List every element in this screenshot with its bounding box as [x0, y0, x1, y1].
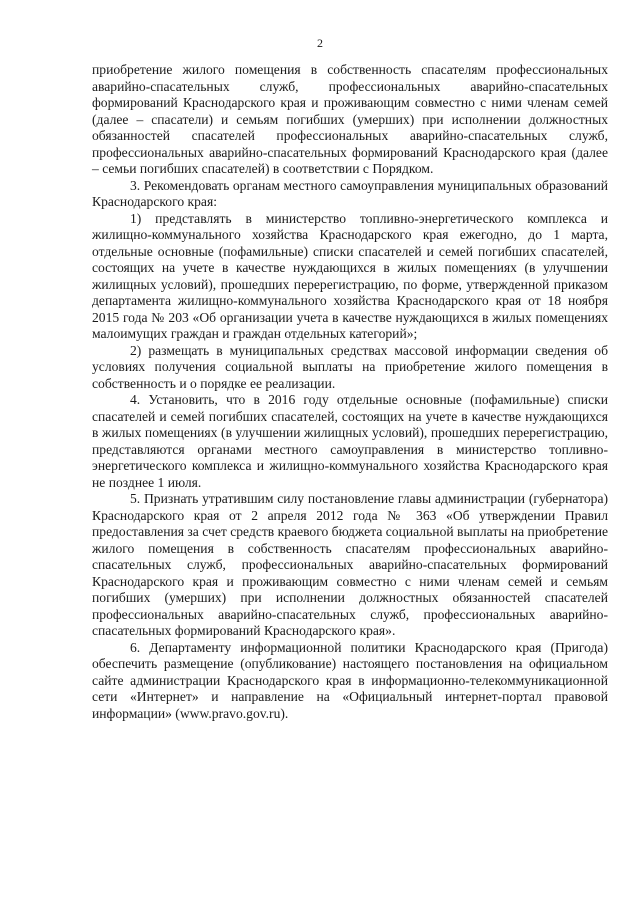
paragraph-item-4: 4. Установить, что в 2016 году отдельные основные (пофамильные) списки спасателей и семей погибших спасателей, состоящих на учете в качестве нуждающихся в жилых помещениях (в улучшении жилищных условий), прошедших перерегистрацию, представляются органами местного самоуправления в министерство топливно-энергетического комплекса и жилищно-коммунального хозяйства Краснодарского края не позднее 1 июля. [92, 392, 608, 490]
page-number: 2 [317, 36, 323, 50]
paragraph-item-5: 5. Признать утратившим силу постановление главы администрации (губернатора) Краснодарского края от 2 апреля 2012 года № 363 «Об утверждении Правил предоставления за счет средств краевого бюджета социальной выплаты на приобретение жилого помещения в собственность спасателям профессиональных аварийно-спасательных служб, профессиональных аварийно-спасательных формирований Краснодарского края и проживающим совместно с ними членам семей и семьям погибших (умерших) при исполнении должностных обязанностей спасателей профессиональных аварийно-спасательных служб, профессиональных аварийно-спасательных формирований Краснодарского края». [92, 491, 608, 638]
paragraph-continuation: приобретение жилого помещения в собственность спасателям профессиональных аварийно-спасательных служб, профессиональных аварийно-спасательных формирований Краснодарского края и проживающим совместно с ними членам семей (далее – спасатели) и семьям погибших (умерших) при исполнении должностных обязанностей спасателей профессиональных аварийно-спасательных служб, профессиональных аварийно-спасательных формирований Краснодарского края (далее – семьи погибших спасателей) в соответствии с Порядком. [92, 62, 608, 176]
paragraph-item-3-2: 2) размещать в муниципальных средствах массовой информации сведения об условиях получения социальной выплаты на приобретение жилого помещения в собственность и о порядке ее реализации. [92, 342, 608, 391]
paragraph-item-3: 3. Рекомендовать органам местного самоуправления муниципальных образований Краснодарского края: [92, 177, 608, 209]
document-body [92, 62, 608, 722]
paragraph-item-3-1: 1) представлять в министерство топливно-энергетического комплекса и жилищно-коммунального хозяйства Краснодарского края ежегодно, до 1 марта, отдельные основные (пофамильные) списки спасателей и семей погибших спасателей, состоящих на учете в качестве нуждающихся в жилых помещениях (в улучшении жилищных условий), прошедших перерегистрацию, по форме, утвержденной приказом департамента жилищно-коммунального хозяйства Краснодарского края от 18 ноября 2015 года № 203 «Об организации учета в качестве нуждающихся в жилых помещениях малоимущих граждан и граждан отдельных категорий»; [92, 210, 608, 341]
paragraph-item-6: 6. Департаменту информационной политики Краснодарского края (Пригода) обеспечить размещение (опубликование) настоящего постановления на официальном сайте администрации Краснодарского края в информационно-телекоммуникационной сети «Интернет» и направление на «Официальный интернет-портал правовой информации» (www.pravo.gov.ru). [92, 639, 608, 721]
